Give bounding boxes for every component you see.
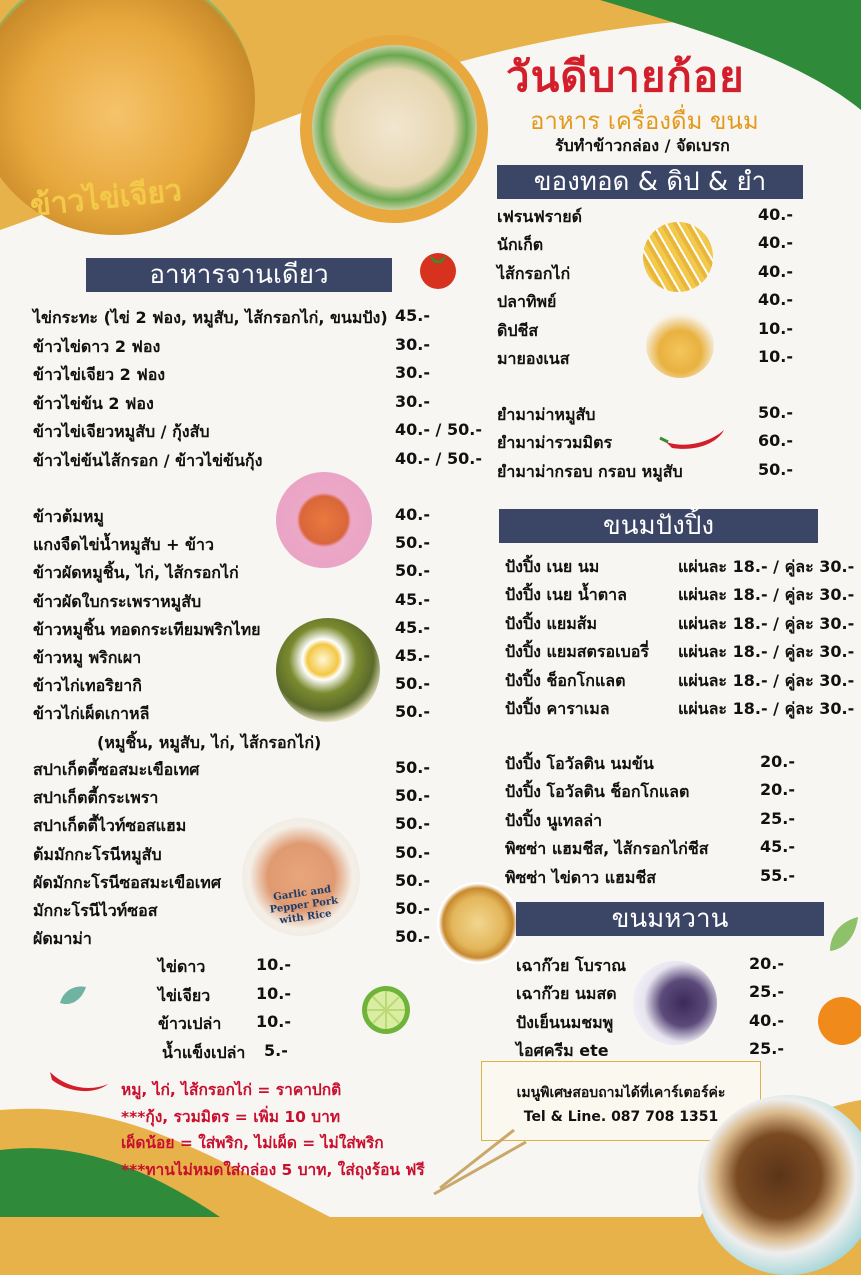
single-dish-item-price: 45.-	[395, 306, 430, 325]
single-dish-item-price: 50.-	[395, 899, 430, 918]
fried-item-price: 10.-	[758, 347, 793, 366]
omelette-caption: ข้าวไข่เจียว	[28, 173, 184, 224]
contact-phone: Tel & Line. 087 708 1351	[523, 1109, 719, 1125]
note-line: เผ็ดน้อย = ใส่พริก, ไม่เผ็ด = ไม่ใส่พริก	[121, 1134, 384, 1152]
single-dish-item-price: 30.-	[395, 391, 430, 411]
bread-item-name: ปังปิ้ง แยมส้ม	[505, 613, 598, 633]
dessert-item-price: 20.-	[749, 954, 784, 973]
extra-item-price: 10.-	[256, 1012, 291, 1031]
contact-note: เมนูพิเศษสอบถามได้ที่เคาร์เตอร์ค่ะ	[516, 1085, 726, 1101]
chili-icon	[658, 424, 730, 454]
bread-item-price: แผ่นละ 18.- / คู่ละ 30.-	[678, 699, 855, 718]
dessert-item-name: เฉาก๊วย โบราณ	[516, 956, 627, 975]
single-dish-item-price: 50.-	[395, 533, 430, 553]
tomato-icon	[415, 245, 461, 291]
bread-item-name: ปังปิ้ง เนย นม	[505, 557, 600, 576]
fried-item-price: 40.-	[758, 261, 793, 281]
french-fries-photo	[643, 222, 713, 292]
extra-item-name: ไข่เจียว	[158, 985, 211, 1005]
single-dish-item-price: 30.-	[395, 363, 430, 383]
yum-item-name: ยำมาม่าหมูสับ	[497, 405, 596, 424]
bread-item-price: 45.-	[760, 837, 795, 857]
dessert-item-price: 40.-	[749, 1010, 784, 1030]
bread-item-name: ปังปิ้ง โอวัลติน นมข้น	[505, 754, 654, 773]
pizza-toast-photo	[437, 882, 519, 964]
extra-item-name: ไข่ดาว	[158, 957, 206, 976]
section-header-bread: ขนมปังปิ้ง	[499, 509, 818, 543]
bread-item-price: แผ่นละ 18.- / คู่ละ 30.-	[678, 670, 855, 690]
orange-slice-icon	[812, 995, 861, 1045]
garlic-pork-caption: Garlic and Pepper Pork with Rice	[269, 884, 339, 927]
single-dish-item-price: 50.-	[395, 786, 430, 806]
dessert-item-price: 25.-	[749, 1039, 784, 1059]
bread-item-name: พิซซ่า แฮมชีส, ไส้กรอกไก่ชีส	[505, 839, 709, 859]
lime-icon	[360, 984, 412, 1036]
single-dish-item-name: ข้าวไข่เจียวหมูสับ / กุ้งสับ	[33, 422, 210, 442]
single-dish-item-name: ข้าวหมูชิ้น ทอดกระเทียมพริกไทย	[33, 619, 261, 639]
single-dish-item-price: 50.-	[395, 702, 430, 722]
pork-chili-rice-photo	[276, 618, 380, 722]
shop-service: รับทำข้าวกล่อง / จัดเบรก	[555, 136, 730, 155]
fried-item-name: มายองเนส	[497, 349, 570, 368]
single-dish-item-name: ข้าวไก่เทอริยากิ	[33, 676, 142, 696]
single-dish-item-name: ต้มมักกะโรนีหมูสับ	[33, 844, 162, 864]
single-dish-item-name: ข้าวต้มหมู	[33, 507, 104, 526]
fried-item-price: 40.-	[758, 205, 793, 224]
bread-item-name: พิซซ่า ไข่ดาว แฮมชีส	[505, 867, 656, 887]
single-dish-item-name: ข้าวผัดหมูชิ้น, ไก่, ไส้กรอกไก่	[33, 563, 239, 583]
single-dish-item-price: 40.- / 50.-	[395, 420, 482, 440]
fried-item-price: 40.-	[758, 233, 793, 253]
single-dish-note: (หมูชิ้น, หมูสับ, ไก่, ไส้กรอกไก่)	[97, 733, 322, 752]
single-dish-item-name: ข้าวไข่เจียว 2 ฟอง	[33, 365, 166, 385]
single-dish-item-price: 50.-	[395, 814, 430, 834]
single-dish-item-name: แกงจืดไข่น้ำหมูสับ + ข้าว	[33, 535, 214, 555]
shop-name: วันดีบายก้อย	[506, 52, 745, 101]
single-dish-item-price: 45.-	[395, 646, 430, 665]
bread-item-price: 55.-	[760, 865, 795, 885]
extra-item-price: 5.-	[264, 1040, 288, 1060]
fried-item-name: นักเก็ต	[497, 235, 544, 255]
dessert-item-name: เฉาก๊วย นมสด	[516, 984, 617, 1004]
single-dish-item-name: ผัดมาม่า	[33, 929, 92, 949]
extra-item-price: 10.-	[256, 955, 291, 974]
bread-item-price: แผ่นละ 18.- / คู่ละ 30.-	[678, 585, 855, 605]
single-dish-item-name: ข้าวไข่ข้นไส้กรอก / ข้าวไข่ข้นกุ้ง	[33, 451, 263, 470]
single-dish-item-price: 40.-	[395, 505, 430, 524]
dessert-item-price: 25.-	[749, 982, 784, 1002]
bread-item-name: ปังปิ้ง นูเทลล่า	[505, 810, 603, 830]
section-header-fried: ของทอด & ดิป & ยำ	[497, 165, 803, 199]
grass-jelly-photo	[633, 961, 717, 1045]
bread-item-name: ปังปิ้ง โอวัลติน ช็อกโกแลต	[505, 782, 690, 802]
note-line: ***ทานไม่หมดใส่กล่อง 5 บาท, ใส่ถุงร้อน ฟรี	[121, 1160, 425, 1179]
section-header-dessert: ขนมหวาน	[516, 902, 824, 936]
single-dish-item-price: 50.-	[395, 561, 430, 581]
bread-item-price: แผ่นละ 18.- / คู่ละ 30.-	[678, 642, 855, 662]
single-dish-item-name: มักกะโรนีไวท์ซอส	[33, 901, 158, 920]
noodle-salad-photo	[300, 35, 488, 223]
bread-item-name: ปังปิ้ง แยมสตรอเบอรี่	[505, 642, 649, 662]
extra-item-name: ข้าวเปล่า	[158, 1014, 222, 1033]
yum-item-name: ยำมาม่ากรอบ กรอบ หมูสับ	[497, 461, 683, 481]
chocolate-dessert-photo	[698, 1095, 861, 1275]
note-line: หมู, ไก่, ไส้กรอกไก่ = ราคาปกติ	[121, 1081, 342, 1099]
single-dish-item-price: 45.-	[395, 617, 430, 637]
single-dish-item-name: ไข่กระทะ (ไข่ 2 ฟอง, หมูสับ, ไส้กรอกไก่, ขนมปัง)	[33, 308, 388, 327]
single-dish-item-name: สปาเก็ตตี้ไวท์ซอสแฮม	[33, 816, 187, 836]
single-dish-item-price: 50.-	[395, 842, 430, 862]
single-dish-item-name: ข้าวไก่เผ็ดเกาหลี	[33, 704, 150, 724]
fried-item-name: เฟรนฟรายด์	[497, 207, 582, 226]
chopsticks-icon	[430, 1128, 530, 1198]
single-dish-item-name: สปาเก็ตตี้กระเพรา	[33, 788, 159, 808]
single-dish-item-price: 50.-	[395, 870, 430, 890]
garlic-pork-photo	[242, 818, 360, 936]
fried-rice-photo	[276, 472, 372, 568]
single-dish-item-price: 40.- / 50.-	[395, 449, 482, 468]
bread-item-name: ปังปิ้ง ช็อกโกแลต	[505, 670, 626, 690]
cheese-dip-photo	[646, 312, 714, 378]
single-dish-item-price: 45.-	[395, 589, 430, 609]
single-dish-item-price: 50.-	[395, 927, 430, 947]
single-dish-item-name: ข้าวผัดใบกระเพราหมูสับ	[33, 591, 202, 611]
bread-item-price: 20.-	[760, 780, 795, 800]
yum-item-price: 60.-	[758, 431, 793, 451]
dessert-item-name: ปังเย็นนมชมพู	[516, 1012, 614, 1032]
extra-item-name: น้ำแข็งเปล่า	[162, 1042, 246, 1062]
single-dish-item-price: 30.-	[395, 334, 430, 354]
single-dish-item-name: ผัดมักกะโรนีซอสมะเขือเทศ	[33, 872, 221, 892]
fried-item-price: 10.-	[758, 318, 793, 338]
bread-item-name: ปังปิ้ง คาราเมล	[505, 699, 610, 718]
chili-icon	[46, 1066, 112, 1096]
bread-item-price: แผ่นละ 18.- / คู่ละ 30.-	[678, 557, 855, 576]
bread-item-price: แผ่นละ 18.- / คู่ละ 30.-	[678, 613, 855, 633]
note-line: ***กุ้ง, รวมมิตร = เพิ่ม 10 บาท	[121, 1107, 341, 1126]
single-dish-item-name: ข้าวไข่ข้น 2 ฟอง	[33, 393, 154, 413]
bread-item-name: ปังปิ้ง เนย น้ำตาล	[505, 585, 627, 605]
fried-item-price: 40.-	[758, 290, 793, 310]
fried-item-name: ดิปชีส	[497, 320, 539, 340]
leaf-icon	[58, 983, 88, 1009]
extra-item-price: 10.-	[256, 983, 291, 1003]
fried-item-name: ไส้กรอกไก่	[497, 263, 571, 283]
fried-item-name: ปลาทิพย์	[497, 292, 557, 312]
bread-item-price: 20.-	[760, 752, 795, 771]
dessert-item-name: ไอศครีม ete	[516, 1041, 609, 1061]
section-header-single-dish: อาหารจานเดียว	[86, 258, 392, 292]
bread-item-price: 25.-	[760, 808, 795, 828]
yum-item-name: ยำมาม่ารวมมิตร	[497, 433, 613, 453]
single-dish-item-price: 50.-	[395, 758, 430, 777]
single-dish-item-name: ข้าวไข่ดาว 2 ฟอง	[33, 336, 161, 356]
yum-item-price: 50.-	[758, 459, 793, 479]
single-dish-item-price: 50.-	[395, 674, 430, 694]
leaf-icon	[826, 915, 860, 955]
single-dish-item-name: ข้าวหมู พริกเผา	[33, 648, 142, 667]
single-dish-item-name: สปาเก็ตตี้ซอสมะเขือเทศ	[33, 760, 200, 779]
yum-item-price: 50.-	[758, 403, 793, 422]
shop-tagline: อาหาร เครื่องดื่ม ขนม	[530, 107, 759, 135]
